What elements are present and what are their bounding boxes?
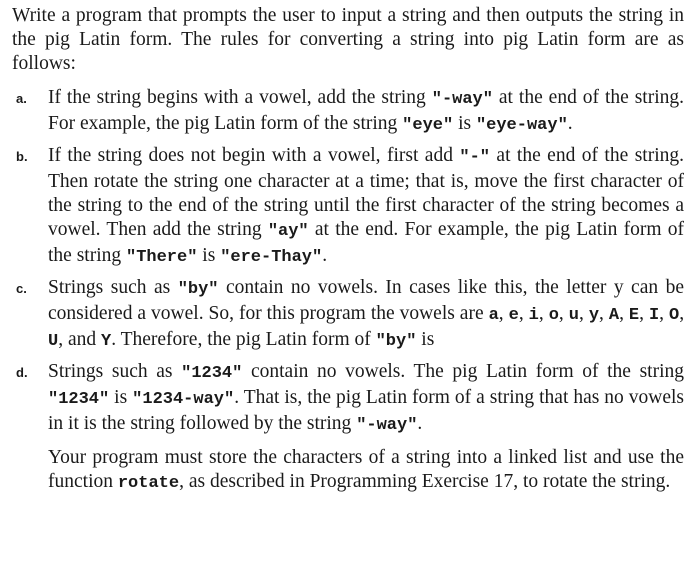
text-run: , as described in Programming Exercise 17, to rotate the string.: [179, 471, 671, 492]
code-run: a: [488, 306, 499, 325]
rule-item-d: [12, 360, 684, 438]
text-run: ,: [518, 303, 529, 324]
text-run: is: [197, 245, 221, 266]
closing-paragraph: [12, 446, 684, 496]
text-run: . Therefore, the pig Latin form of: [111, 329, 376, 350]
code-run: "eye-way": [475, 116, 568, 135]
code-run: y: [588, 306, 600, 325]
text-run: .: [417, 413, 423, 434]
text-run: is: [453, 113, 476, 134]
code-run: U: [48, 332, 59, 351]
text-run: .: [322, 245, 328, 266]
text-run: at the end of the string. For example, the pig Latin form of the string: [48, 87, 684, 134]
item-text: [48, 86, 684, 138]
text-run: ,: [578, 303, 589, 324]
code-run: "-way": [431, 90, 493, 109]
code-run: "1234": [181, 364, 243, 383]
text-run: If the string does not begin with a vowel, first add: [48, 145, 460, 166]
rule-item-c: [12, 276, 684, 354]
text-run: ,: [558, 303, 569, 324]
code-run: E: [628, 306, 640, 325]
code-run: "by": [375, 332, 417, 351]
code-run: "1234": [48, 390, 110, 409]
item-letter: b.: [16, 149, 28, 164]
text-run: ,: [538, 303, 549, 324]
intro-paragraph: Write a program that prompts the user to input a string and then outputs the string in the pig Latin form. The rules for converting a string into pig Latin form are as follows:: [12, 5, 684, 74]
text-run: ,: [679, 303, 685, 324]
text-run: contain no vowels. The pig Latin form of the string: [242, 361, 685, 382]
text-run: ,: [498, 303, 509, 324]
text-run: Strings such as: [48, 361, 182, 382]
item-letter: c.: [16, 281, 27, 296]
code-run: "1234-way": [132, 390, 235, 409]
code-run: i: [528, 306, 539, 325]
code-run: e: [508, 306, 519, 325]
item-text: [48, 360, 684, 438]
text-run: is: [416, 329, 435, 350]
code-run: "eye": [402, 116, 454, 135]
code-run: rotate: [117, 474, 180, 493]
code-run: "ay": [267, 222, 309, 241]
item-text: [48, 276, 684, 354]
text-run: , and: [58, 329, 101, 350]
text-run: ,: [659, 303, 669, 324]
text-run: Strings such as: [48, 277, 178, 298]
text-run: at the end. For example, the pig Latin form of the string: [48, 219, 684, 266]
text-run: Your program must store the characters of a string into a linked list and use the function: [48, 447, 684, 492]
code-run: O: [669, 306, 680, 325]
item-letter: a.: [16, 91, 27, 106]
code-run: "by": [177, 280, 219, 299]
item-letter: d.: [16, 365, 28, 380]
text-run: at the end of the string. Then rotate the string one character at a time; that is, move the first character of the string to the end of the string until the first character of the string becomes a vowel. Then add the string: [48, 145, 684, 240]
code-run: u: [568, 306, 579, 325]
code-run: o: [548, 306, 559, 325]
item-text: [48, 144, 684, 270]
text-run: If the string begins with a vowel, add the string: [48, 87, 432, 108]
document: [12, 4, 684, 516]
code-run: "There": [126, 248, 198, 267]
code-run: Y: [100, 332, 112, 351]
text-run: contain no vowels. In cases like this, the letter y can be considered a vowel. So, for this program the vowels are: [48, 277, 684, 324]
rule-item-a: [12, 86, 684, 138]
code-run: "-way": [356, 416, 418, 435]
rule-item-b: [12, 144, 684, 270]
text-run: ,: [599, 303, 609, 324]
text-run: . That is, the pig Latin form of a string that has no vowels in it is the string followed by the string: [48, 387, 684, 434]
code-run: A: [608, 306, 620, 325]
text-run: ,: [639, 303, 649, 324]
text-run: is: [109, 387, 133, 408]
code-run: I: [648, 306, 660, 325]
text-run: .: [567, 113, 573, 134]
code-run: "-": [459, 148, 490, 167]
code-run: "ere-Thay": [220, 248, 323, 267]
text-run: ,: [619, 303, 629, 324]
